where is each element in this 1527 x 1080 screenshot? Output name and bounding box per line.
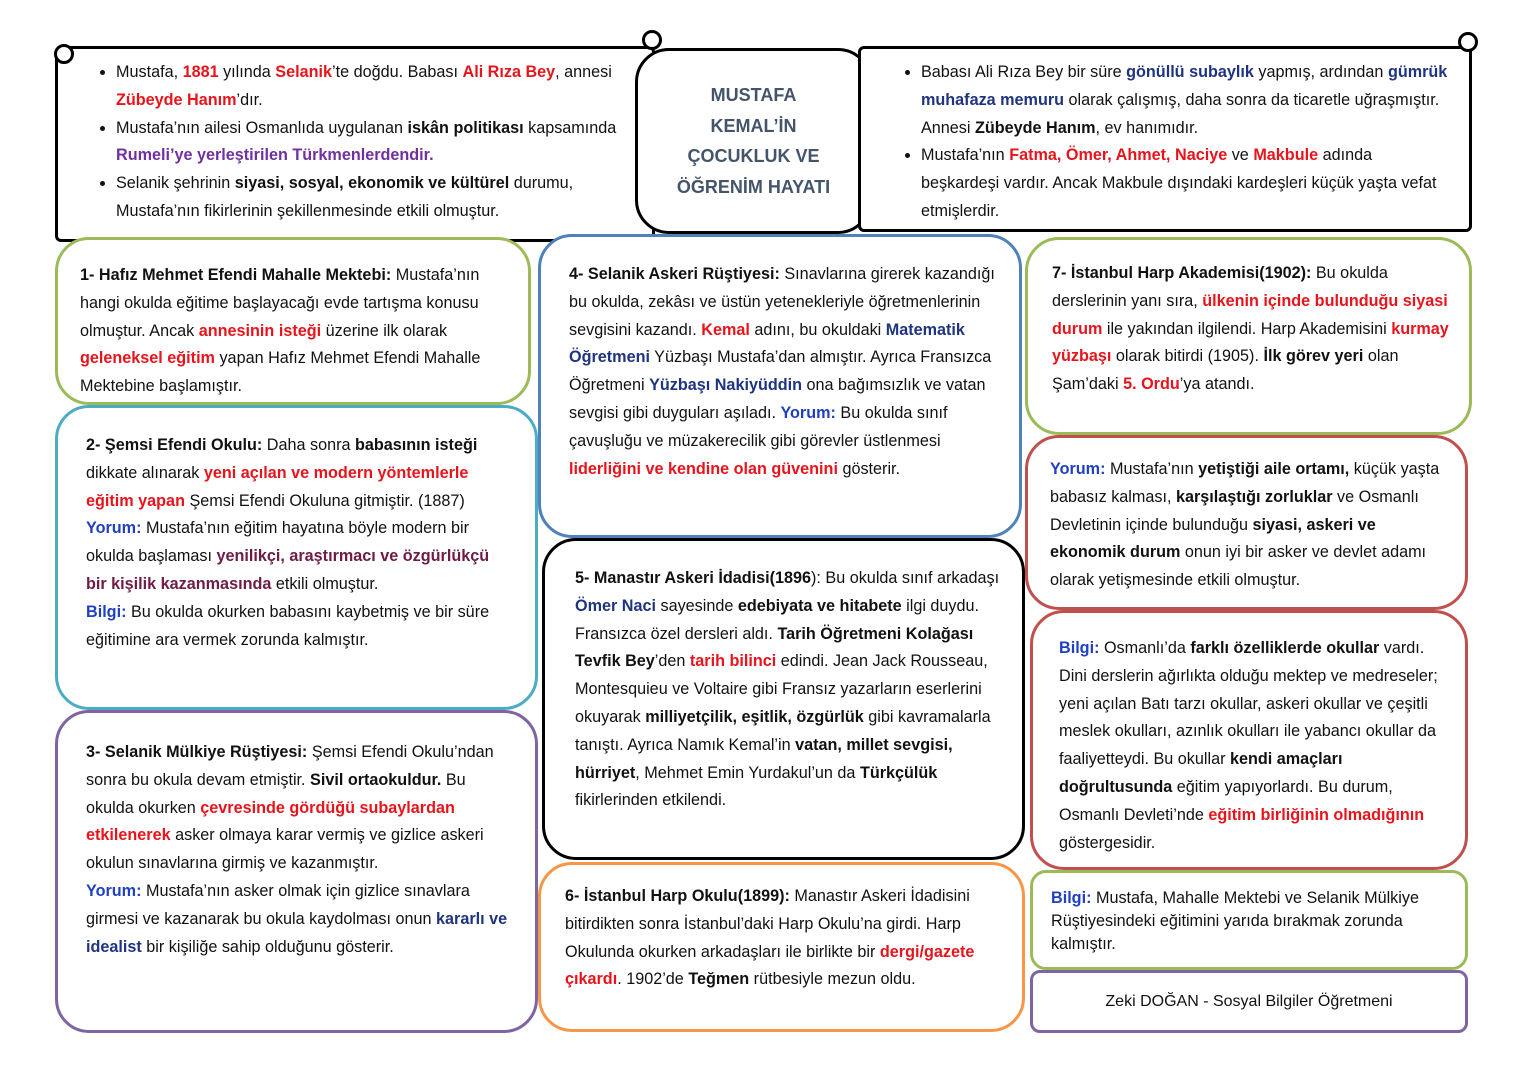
body-text: gösterir.: [837, 459, 901, 478]
highlight-text: Selanik: [275, 63, 332, 81]
body-text: . 1902’de: [617, 970, 689, 989]
highlight-text: Rumeli’ye yerleştirilen Türkmenlerdendir.: [116, 146, 434, 165]
body-text: Mustafa’nın asker olmak için gizlice sınavlara girmesi ve kazanarak bu okula kaydolması onun: [86, 881, 470, 928]
highlight-text: Ömer Naci: [575, 596, 656, 615]
body-text: Mustafa’nın eğitim hayatına böyle modern bir okulda başlaması: [86, 519, 469, 566]
scroll-curl-icon: [54, 44, 74, 64]
body-text: Mustafa,: [116, 63, 183, 81]
bullet-item: [116, 170, 622, 226]
highlight-text: 5- Manastır Askeri İdadisi(1896: [575, 569, 812, 587]
body-text: fikirlerinden etkilendi.: [575, 791, 727, 810]
body-text: Selanik şehrinin: [116, 174, 235, 193]
note-label: Yorum:: [1050, 460, 1106, 478]
highlight-text: ülkenin içinde bulunduğu siyasi durum: [1052, 291, 1448, 338]
body-text: vardı. Dini derslerin ağırlıkta olduğu mektep ve medreseler; yeni açılan Batı tarzı okullar, askeri okullar ve çeşitli meslek okulları, azınlık okulları ile yabancı okullar da faaliyetteydi. Bu okullar: [1059, 639, 1438, 769]
body-text: Bu okulda okurken babasını kaybetmiş ve bir süre eğitimine ara vermek zorunda kalmıştır.: [86, 602, 490, 649]
highlight-text: yetiştiği aile ortamı,: [1198, 460, 1350, 478]
body-text: olarak bitirdi (1905).: [1111, 347, 1264, 366]
body-text: , Mehmet Emin Yurdakul’un da: [635, 763, 860, 782]
highlight-text: Makbule: [1253, 146, 1319, 165]
highlight-text: gümrük muhafaza memuru: [921, 63, 1448, 109]
note-label: Bilgi:: [1059, 639, 1100, 657]
body-text: ona bağımsızlık ve vatan sevgisi gibi duyguları aşıladı.: [569, 376, 986, 422]
intro-bullets-left: [58, 59, 622, 226]
title-line: ÇOCUKLUK VE: [687, 146, 820, 166]
intro-scroll-right: [858, 46, 1472, 232]
body-text: Bu okulda sınıf çavuşluğu ve müzakerecilik gibi görevler üstlenmesi: [569, 403, 948, 450]
body-text: ): Bu okulda sınıf arkadaşı: [811, 569, 1000, 587]
title-line: ÖĞRENİM HAYATI: [676, 176, 831, 197]
highlight-text: 1- Hafız Mehmet Efendi Mahalle Mektebi:: [80, 266, 392, 284]
highlight-text: çevresinde gördüğü subaylardan etkilenerek: [86, 798, 455, 845]
highlight-text: iskân politikası: [407, 118, 524, 137]
note-label: Bilgi:: [86, 602, 127, 621]
paragraph: [1050, 456, 1447, 595]
scroll-curl-icon: [642, 30, 662, 50]
highlight-text: liderliğini ve kendine olan güvenini: [569, 459, 838, 478]
body-text: ’den: [654, 652, 690, 671]
body-text: ile yakından ilgilendi. Harp Akademisini: [1102, 319, 1392, 338]
body-text: onun iyi bir asker ve devlet adamı olarak yetişmesinde etkili olmuştur.: [1050, 543, 1427, 590]
intro-bullets-right: [861, 59, 1449, 226]
body-text: Daha sonra: [262, 436, 355, 454]
highlight-text: geleneksel eğitim: [80, 349, 215, 368]
highlight-text: kurmay yüzbaşı: [1052, 319, 1449, 366]
body-text: eğitim yapıyorlardı. Bu durum, Osmanlı Devleti’nde: [1059, 777, 1393, 824]
body-text: Şemsi Efendi Okuluna gitmiştir. (1887): [184, 491, 465, 510]
body-text: durumu, Mustafa’nın fikirlerinin şekillenmesinde etkili olmuştur.: [116, 174, 574, 220]
body-text: ve: [1227, 146, 1254, 165]
body-text: etkili olmuştur.: [271, 574, 379, 593]
highlight-text: siyasi, askeri ve ekonomik durum: [1050, 515, 1376, 562]
body-text: Babası Ali Rıza Bey bir süre: [921, 63, 1127, 81]
body-text: olarak çalışmış, daha sonra da ticaretle uğraşmıştır. Annesi: [921, 90, 1440, 137]
paragraph: [86, 878, 513, 961]
highlight-text: 3- Selanik Mülkiye Rüştiyesi:: [86, 743, 308, 761]
body-text: Bu okulda derslerinin yanı sıra,: [1052, 264, 1388, 310]
body-text: edindi. Jean Jack Rousseau, Montesquieu ve Voltaire gibi Fransız yazarların eserlerini okuyarak: [575, 652, 988, 726]
body-text: Osmanlı’da: [1099, 639, 1191, 657]
author-credit: [1030, 970, 1468, 1033]
highlight-text: kararlı ve idealist: [86, 909, 508, 956]
highlight-text: 4- Selanik Askeri Rüştiyesi:: [569, 265, 780, 283]
highlight-text: babasının isteği: [355, 436, 478, 454]
bullet-item: [116, 59, 622, 115]
bullet-item: [116, 115, 622, 171]
highlight-text: Fatma, Ömer, Ahmet, Naciye: [1009, 146, 1228, 165]
body-text: ve Osmanlı Devletinin içinde bulunduğu: [1050, 487, 1419, 534]
highlight-text: Zübeyde Hanım: [975, 118, 1096, 137]
highlight-text: yenilikçi, araştırmacı ve özgürlükçü bir kişilik kazanmasında: [86, 547, 490, 593]
highlight-text: Tarih Öğretmeni Kolağası Tevfik Bey: [575, 624, 974, 671]
scroll-curl-icon: [1458, 32, 1478, 52]
box-selanik-askeri: [538, 234, 1022, 538]
body-text: , annesi: [555, 63, 612, 81]
body-text: adını, bu okuldaki: [749, 320, 886, 339]
paragraph: [86, 739, 513, 878]
body-text: , ev hanımıdır.: [1095, 118, 1199, 137]
highlight-text: gönüllü subaylık: [1126, 63, 1254, 81]
box-yorum-aile: [1025, 435, 1468, 610]
highlight-text: 6- İstanbul Harp Okulu(1899):: [565, 887, 790, 905]
paragraph: [1052, 260, 1449, 399]
box-selanik-mulkiye: [55, 710, 538, 1033]
box-hafiz-mehmet-efendi: [55, 237, 531, 405]
highlight-text: farklı özelliklerde okullar: [1190, 639, 1380, 657]
body-text: Mustafa’nın: [921, 146, 1010, 165]
body-text: adında beşkardeşi vardır. Ancak Makbule dışındaki kardeşleri küçük yaşta vefat etmişlerdir.: [921, 146, 1437, 220]
body-text: Sınavlarına girerek kazandığı bu okulda, zekâsı ve üstün yetenekleriyle öğretmenlerinin sevgisini kazandı.: [569, 265, 995, 339]
body-text: gibi kavramalarla tanıştı. Ayrıca Namık Kemal’in: [575, 707, 991, 754]
title-line: KEMAL’İN: [710, 115, 797, 136]
box-harp-akademisi: [1025, 237, 1472, 435]
highlight-text: Zübeyde Hanım: [116, 90, 237, 109]
bullet-item: [921, 142, 1449, 225]
paragraph: [1059, 635, 1447, 857]
body-text: Yüzbaşı Mustafa’dan almıştır. Ayrıca Fransızca Öğretmeni: [569, 348, 992, 395]
box-istanbul-harp-okulu: [538, 862, 1025, 1032]
highlight-text: Sivil ortaokuldur.: [310, 770, 442, 789]
highlight-text: Matematik Öğretmeni: [569, 320, 965, 367]
highlight-text: karşılaştığı zorluklar: [1175, 487, 1333, 506]
highlight-text: İlk görev yeri: [1263, 347, 1364, 366]
highlight-text: annesinin isteği: [198, 321, 322, 340]
highlight-text: tarih bilinci: [689, 652, 777, 671]
page-title: [635, 48, 872, 234]
highlight-text: Türkçülük: [859, 763, 938, 782]
box-bilgi-yarida: [1030, 870, 1468, 970]
bullet-item: [921, 59, 1449, 142]
highlight-text: 5. Ordu: [1123, 375, 1180, 394]
paragraph: [569, 261, 997, 483]
body-text: ’te doğdu. Babası: [332, 63, 463, 81]
body-text: yapan Hafız Mehmet Efendi Mahalle Mektebine başlamıştır.: [80, 349, 481, 396]
paragraph: [565, 883, 1004, 994]
intro-scroll-left: [55, 46, 655, 242]
body-text: Şemsi Efendi Okulu’ndan sonra bu okula devam etmiştir.: [86, 743, 494, 789]
highlight-text: siyasi, sosyal, ekonomik ve kültürel: [234, 174, 510, 193]
body-text: Mustafa’nın hangi okulda eğitime başlayacağı evde tartışma konusu olmuştur. Ancak: [80, 266, 480, 340]
highlight-text: Yüzbaşı Nakiyüddin: [649, 376, 802, 395]
highlight-text: edebiyata ve hitabete: [737, 596, 902, 615]
body-text: dikkate alınarak: [86, 463, 204, 482]
box-semsi-efendi: [55, 405, 538, 710]
body-text: ’ya atandı.: [1179, 375, 1255, 394]
paragraph: [1051, 887, 1449, 956]
body-text: Bu okulda okurken: [86, 770, 466, 817]
body-text: Mustafa, Mahalle Mektebi ve Selanik Mülkiye Rüştiyesindeki eğitimini yarıda bırakmak zorunda kalmıştır.: [1051, 889, 1419, 953]
highlight-text: yeni açılan ve modern yöntemlerle eğitim yapan: [86, 463, 469, 510]
highlight-text: 7- İstanbul Harp Akademisi(1902):: [1052, 264, 1312, 282]
paragraph: [575, 565, 1000, 815]
highlight-text: Ali Rıza Bey: [462, 63, 556, 81]
body-text: göstergesidir.: [1059, 833, 1156, 852]
body-text: Manastır Askeri İdadisini bitirdikten sonra İstanbul’daki Harp Okulu’na girdi. Harp Okulunda okurken arkadaşları ile birlikte bir: [565, 887, 970, 961]
body-text: asker olmaya karar vermiş ve gizlice askeri okulun sınavlarına girmiş ve kazanmıştır.: [86, 826, 484, 873]
highlight-text: kendi amaçları doğrultusunda: [1059, 750, 1343, 796]
body-text: üzerine ilk olarak: [321, 321, 448, 340]
highlight-text: Teğmen: [688, 970, 750, 989]
body-text: yapmış, ardından: [1253, 63, 1388, 81]
body-text: ’dır.: [236, 90, 263, 109]
highlight-text: eğitim birliğinin olmadığının: [1208, 805, 1425, 824]
body-text: küçük yaşta babasız kalması,: [1050, 460, 1440, 506]
title-line: MUSTAFA: [710, 85, 797, 105]
paragraph: [86, 599, 513, 655]
note-label: Yorum:: [780, 403, 836, 422]
paragraph: [80, 262, 508, 401]
note-label: Bilgi:: [1051, 889, 1092, 907]
highlight-text: Kemal: [701, 320, 750, 339]
body-text: Mustafa’nın ailesi Osmanlıda uygulanan: [116, 118, 408, 137]
box-manastir-idadisi: [542, 538, 1025, 860]
highlight-text: dergi/gazete çıkardı: [565, 942, 975, 989]
author-name: Zeki DOĞAN - Sosyal Bilgiler Öğretmeni: [1105, 992, 1393, 1010]
body-text: sayesinde: [655, 596, 738, 615]
highlight-text: milliyetçilik, eşitlik, özgürlük: [645, 707, 864, 726]
body-text: Mustafa’nın: [1105, 460, 1199, 478]
body-text: kapsamında: [523, 118, 617, 137]
note-label: Yorum:: [86, 519, 142, 538]
highlight-text: vatan, millet sevgisi, hürriyet: [575, 735, 953, 782]
highlight-text: 2- Şemsi Efendi Okulu:: [86, 436, 263, 454]
body-text: bir kişiliğe sahip olduğunu gösterir.: [141, 937, 394, 956]
highlight-text: 1881: [182, 63, 219, 81]
body-text: ilgi duydu. Fransızca özel dersleri aldı.: [575, 596, 980, 643]
body-text: olan Şam’daki: [1052, 347, 1399, 394]
body-text: rütbesiyle mezun oldu.: [749, 970, 916, 989]
paragraph: [86, 432, 513, 599]
note-label: Yorum:: [86, 881, 142, 900]
box-bilgi-okullar: [1030, 610, 1468, 870]
body-text: yılında: [218, 63, 276, 81]
